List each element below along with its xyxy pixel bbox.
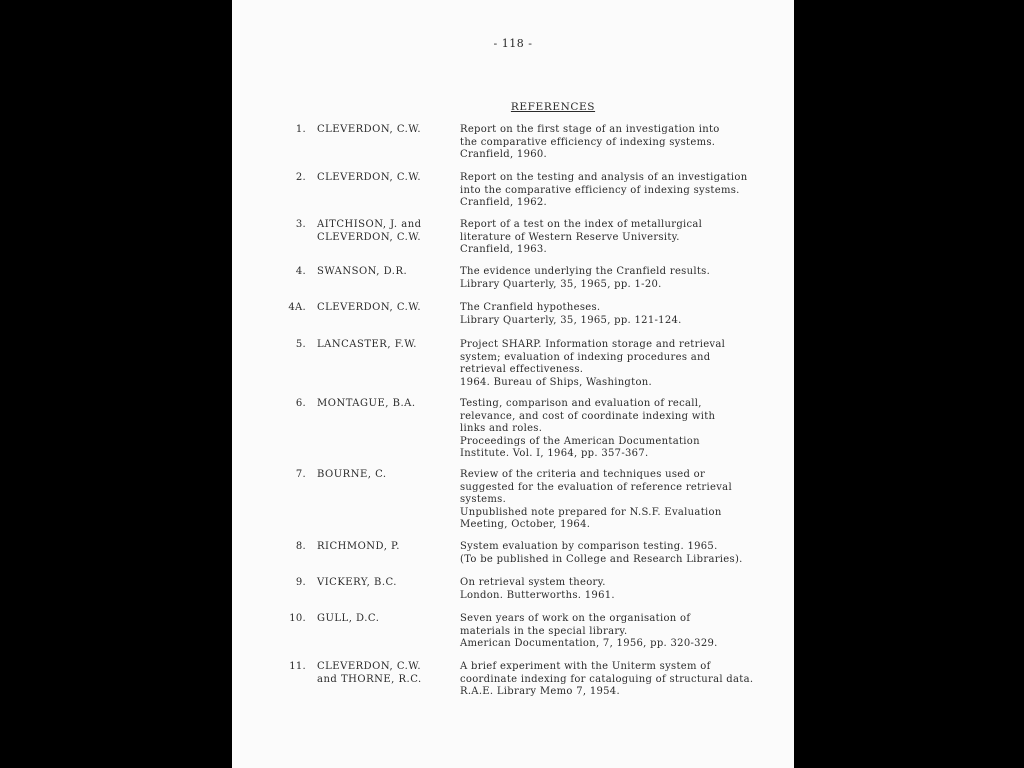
reference-citation: The Cranfield hypotheses. Library Quarterly, 35, 1965, pp. 121-124. xyxy=(460,302,682,326)
reference-number: 11. xyxy=(289,661,306,672)
reference-citation: The evidence underlying the Cranfield results. Library Quarterly, 35, 1965, pp. 1-20. xyxy=(460,266,711,290)
references-heading: REFERENCES xyxy=(510,101,596,113)
reference-number: 8. xyxy=(295,541,306,552)
reference-number: 5. xyxy=(295,339,306,350)
reference-citation: Seven years of work on the organisation of materials in the special library. American Documentation, 7, 1956, pp. 320-329. xyxy=(460,613,718,649)
reference-citation: Review of the criteria and techniques used or suggested for the evaluation of reference retrieval systems. Unpublished note prepared for N.S.F. Evaluation Meeting, October, 1964. xyxy=(460,469,732,530)
reference-citation: Project SHARP. Information storage and retrieval system; evaluation of indexing procedures and retrieval effectiveness. 1964. Bureau of Ships, Washington. xyxy=(460,339,726,388)
reference-author: BOURNE, C. xyxy=(317,469,387,480)
page-number: - 118 - xyxy=(493,37,533,50)
reference-author: MONTAGUE, B.A. xyxy=(317,398,416,409)
reference-number: 3. xyxy=(295,219,306,230)
reference-author: RICHMOND, P. xyxy=(317,541,400,552)
reference-number: 10. xyxy=(289,613,306,624)
reference-citation: Report on the testing and analysis of an investigation into the comparative efficiency of indexing systems. Cranfield, 1962. xyxy=(460,172,748,208)
reference-author: CLEVERDON, C.W. xyxy=(317,172,422,183)
reference-citation: A brief experiment with the Uniterm system of coordinate indexing for cataloguing of structural data. R.A.E. Library Memo 7, 1954. xyxy=(460,661,754,697)
reference-author: GULL, D.C. xyxy=(317,613,380,624)
reference-citation: Testing, comparison and evaluation of recall, relevance, and cost of coordinate indexing with links and roles. Proceedings of the American Documentation Institute. Vol. I, 1964, pp. 357-367. xyxy=(460,398,716,459)
reference-citation: System evaluation by comparison testing. 1965. (To be published in College and Research Libraries). xyxy=(460,541,743,565)
reference-number: 6. xyxy=(295,398,306,409)
reference-citation: Report on the first stage of an investigation into the comparative efficiency of indexing systems. Cranfield, 1960. xyxy=(460,124,720,160)
reference-author: SWANSON, D.R. xyxy=(317,266,408,277)
document-page xyxy=(232,0,794,768)
reference-number: 2. xyxy=(295,172,306,183)
reference-author: CLEVERDON, C.W. xyxy=(317,302,422,313)
reference-author: VICKERY, B.C. xyxy=(317,577,397,588)
reference-number: 7. xyxy=(295,469,306,480)
reference-author: CLEVERDON, C.W. and THORNE, R.C. xyxy=(317,661,422,685)
reference-author: LANCASTER, F.W. xyxy=(317,339,417,350)
reference-number: 9. xyxy=(295,577,306,588)
reference-number: 4. xyxy=(295,266,306,277)
reference-number: 4A. xyxy=(288,302,306,313)
reference-number: 1. xyxy=(295,124,306,135)
reference-citation: On retrieval system theory. London. Butterworths. 1961. xyxy=(460,577,615,601)
reference-author: AITCHISON, J. and CLEVERDON, C.W. xyxy=(317,219,422,243)
reference-citation: Report of a test on the index of metallurgical literature of Western Reserve University. Cranfield, 1963. xyxy=(460,219,703,255)
reference-author: CLEVERDON, C.W. xyxy=(317,124,422,135)
